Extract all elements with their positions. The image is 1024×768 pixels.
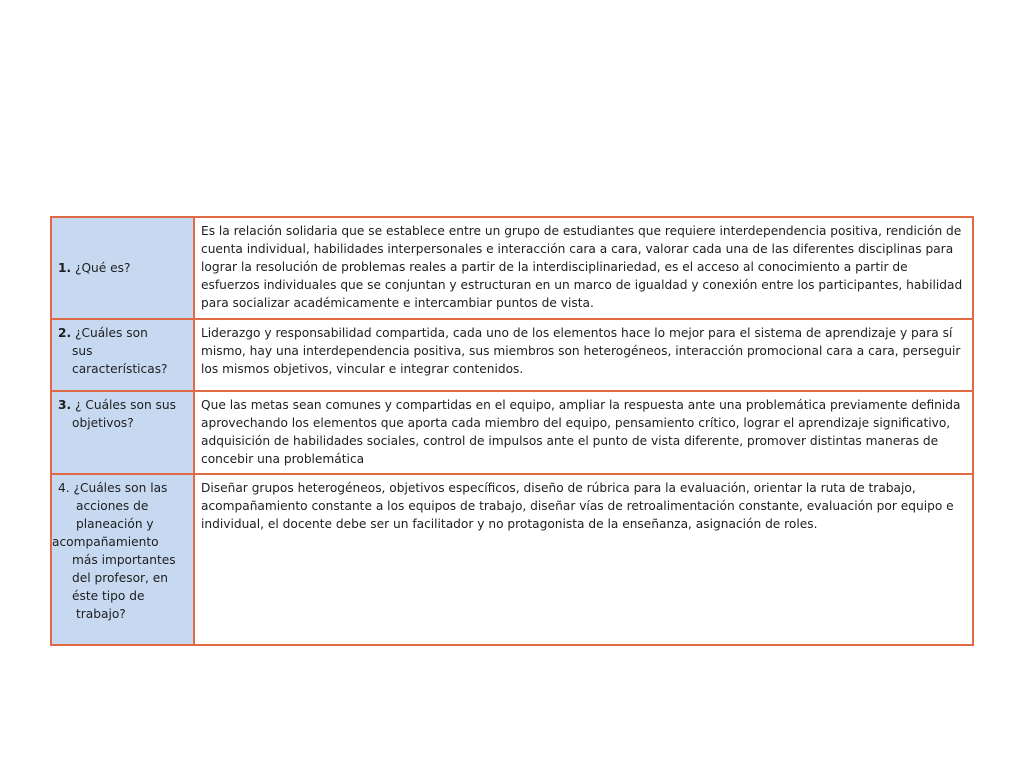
question-text: sus xyxy=(72,344,93,358)
answer-text: Que las metas sean comunes y compartidas en el equipo, ampliar la respuesta ante una problemática previamente definida aprovechando los elementos que aporta cada miembro del equipo, pensamiento crítico, lograr el aprendizaje significativo, adquisición de habilidades sociales, control de impulsos ante el punto de vista diferente, promover distintas maneras de concebir una problemática xyxy=(201,398,961,466)
question-text: más importantes xyxy=(72,553,176,567)
question-text: ¿Qué es? xyxy=(75,261,131,275)
table-row xyxy=(51,391,973,474)
answer-cell-2 xyxy=(194,319,973,391)
question-cell-2 xyxy=(51,319,194,391)
answer-text: Liderazgo y responsabilidad compartida, cada uno de los elementos hace lo mejor para el sistema de aprendizaje y para sí mismo, hay una interdependencia positiva, sus miembros son heterogéneos, interacción promocional cara a cara, perseguir los mismos objetivos, vincular e integrar contenidos. xyxy=(201,326,961,376)
question-text: del profesor, en xyxy=(72,571,169,585)
answer-cell-1 xyxy=(194,217,973,319)
answer-text: Es la relación solidaria que se establece entre un grupo de estudiantes que requiere interdependencia positiva, rendición de cuenta individual, habilidades interpersonales e interacción cara a cara, valorar cada una de las diferentes disciplinas para lograr la resolución de problemas reales a partir de la interdisciplinariedad, es el acceso al conocimiento a partir de esfuerzos individuales que se conjuntan y estructuran en un marco de igualdad y conexión entre los participantes, habilidad para socializar académicamente e intercambiar puntos de vista. xyxy=(201,224,963,310)
answer-text: Diseñar grupos heterogéneos, objetivos específicos, diseño de rúbrica para la evaluación, orientar la ruta de trabajo, acompañamiento constante a los equipos de trabajo, diseñar vías de retroalimentación constante, evaluación por equipo e individual, el docente debe ser un facilitador y no protagonista de la enseñanza, asignación de roles. xyxy=(201,481,954,531)
question-cell-4 xyxy=(51,474,194,645)
question-text: objetivos? xyxy=(72,416,134,430)
question-number: 4. xyxy=(58,481,70,495)
question-cell-1 xyxy=(51,217,194,319)
question-number: 2. xyxy=(58,326,72,340)
question-text: planeación y xyxy=(76,517,154,531)
table-row xyxy=(51,217,973,319)
answer-cell-4 xyxy=(194,474,973,645)
question-text: ¿ Cuáles son sus xyxy=(75,398,176,412)
question-cell-3 xyxy=(51,391,194,474)
answer-cell-3 xyxy=(194,391,973,474)
question-text: ¿Cuáles son xyxy=(75,326,148,340)
question-text: trabajo? xyxy=(76,607,126,621)
question-text: acompañamiento xyxy=(52,535,159,549)
question-text: acciones de xyxy=(76,499,149,513)
table-row xyxy=(51,474,973,645)
question-text: ¿Cuáles son las xyxy=(73,481,168,495)
question-text: características? xyxy=(72,362,168,376)
question-number: 1. xyxy=(58,261,72,275)
table-row xyxy=(51,319,973,391)
question-number: 3. xyxy=(58,398,72,412)
question-text: éste tipo de xyxy=(72,589,145,603)
qa-table xyxy=(50,216,974,646)
